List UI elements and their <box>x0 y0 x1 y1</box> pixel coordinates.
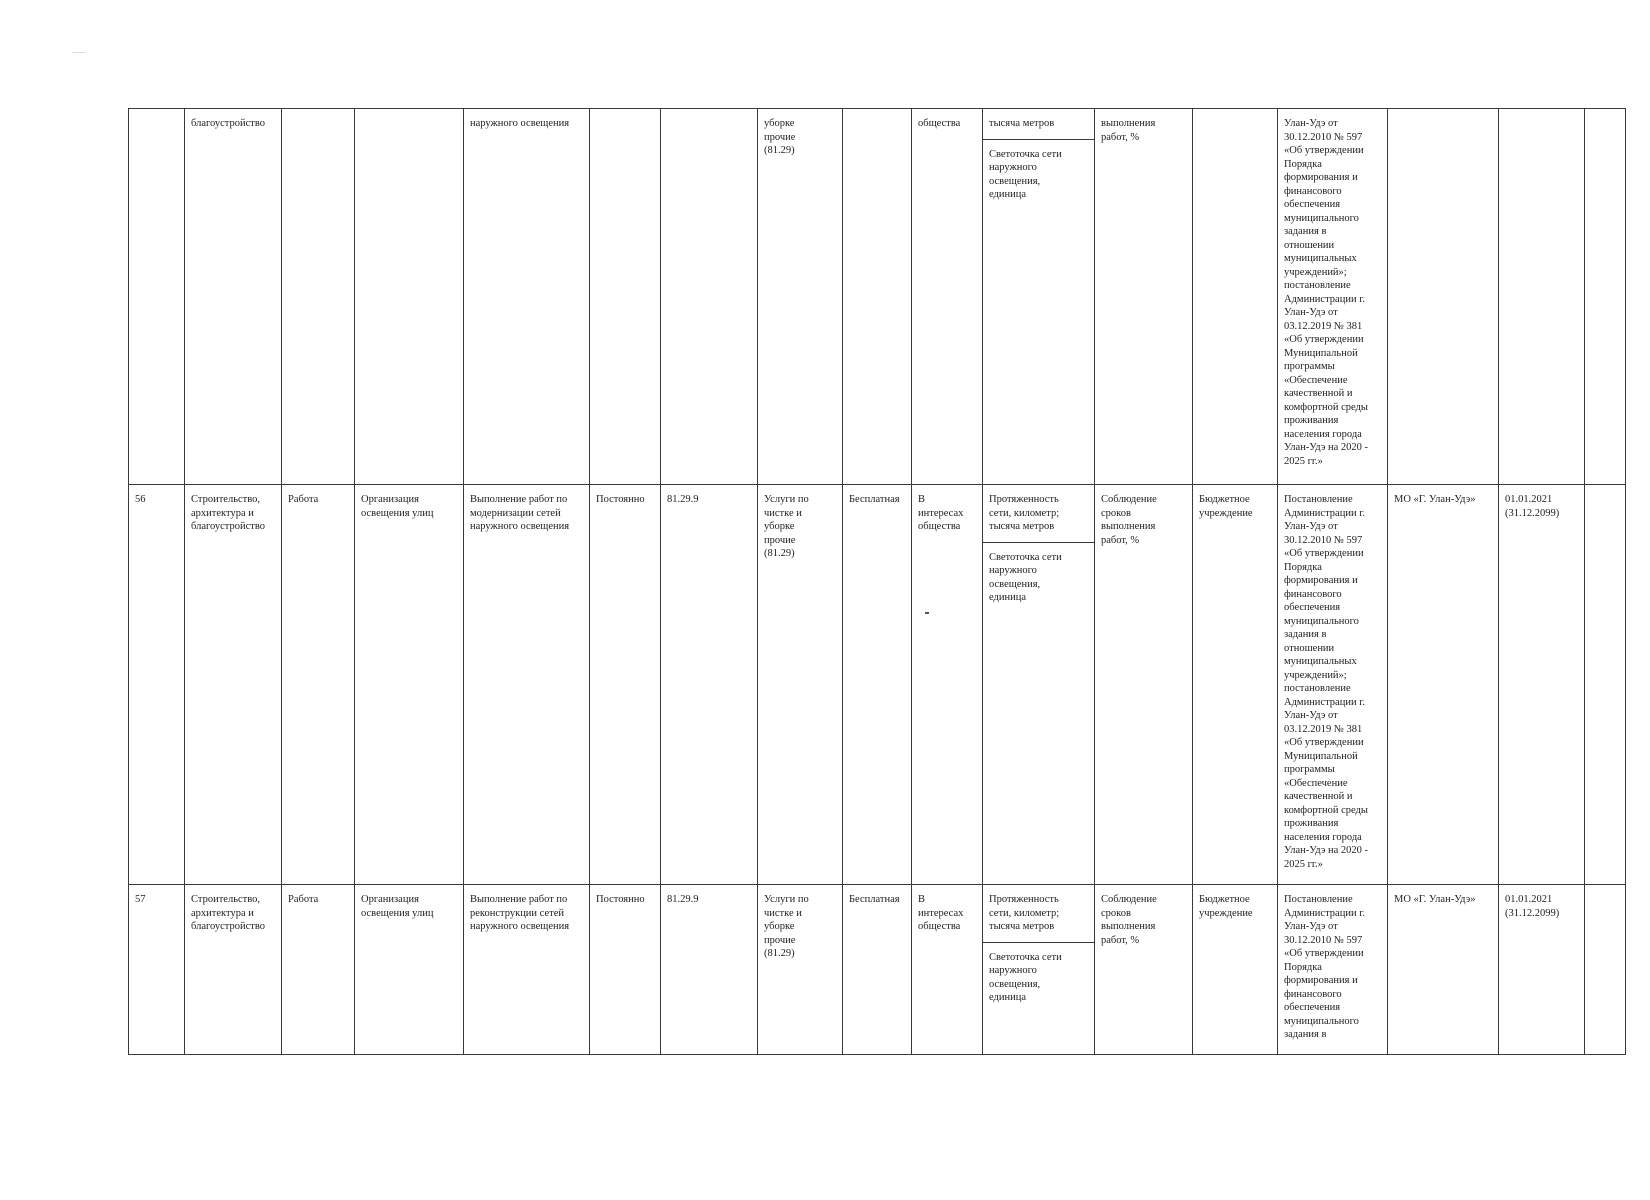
cell-quality: выполнения работ, % <box>1095 109 1193 485</box>
cell-num <box>129 109 185 485</box>
cell-num: 56 <box>129 485 185 885</box>
cell-type: Работа <box>282 485 355 885</box>
cell-sphere: Строительство, архитектура и благоустройство <box>185 485 282 885</box>
cell-dates <box>1499 109 1585 485</box>
cell-extra <box>1585 109 1626 485</box>
cell-content: наружного освещения <box>464 109 590 485</box>
cell-type: Работа <box>282 885 355 1055</box>
cell-sphere: благоустройство <box>185 109 282 485</box>
cell-name: Организация освещения улиц <box>355 885 464 1055</box>
cell-institution: Бюджетное учреждение <box>1193 885 1278 1055</box>
cell-founder: МО «Г. Улан-Удэ» <box>1388 485 1499 885</box>
scan-mark <box>925 612 929 614</box>
cell-period: Постоянно <box>590 485 661 885</box>
cell-okpd: уборке прочие (81.29) <box>758 109 843 485</box>
table-row <box>129 109 1626 485</box>
cell-institution <box>1193 109 1278 485</box>
scan-speck <box>72 52 86 53</box>
cell-consumers: общества <box>912 109 983 485</box>
indicator-light: Светоточка сети наружного освещения, единица <box>989 148 1062 200</box>
indicator-volume: тысяча метров <box>983 109 1094 140</box>
table-row <box>129 885 1626 1055</box>
cell-okpd: Услуги по чистке и уборке прочие (81.29) <box>758 885 843 1055</box>
cell-type <box>282 109 355 485</box>
cell-sphere: Строительство, архитектура и благоустройство <box>185 885 282 1055</box>
cell-okved: 81.29.9 <box>661 885 758 1055</box>
cell-indicators <box>983 485 1095 885</box>
indicator-volume: Протяженность сети, километр; тысяча метров <box>983 885 1094 943</box>
cell-quality: Соблюдение сроков выполнения работ, % <box>1095 485 1193 885</box>
registry-table <box>128 108 1626 1055</box>
indicator-light: Светоточка сети наружного освещения, единица <box>989 551 1062 603</box>
cell-period <box>590 109 661 485</box>
cell-founder <box>1388 109 1499 485</box>
cell-pay: Бесплатная <box>843 485 912 885</box>
table-row <box>129 485 1626 885</box>
cell-okved: 81.29.9 <box>661 485 758 885</box>
cell-docs: Постановление Администрации г. Улан-Удэ от 30.12.2010 № 597 «Об утверждении Порядка формирования и финансового обеспечения муниципального задания в отношении муниципальных учреждений»; постановление Администрации г. Улан-Удэ от 03.12.2019 № 381 «Об утверждении Муниципальной программы «Обеспечение качественной и комфортной среды проживания населения города Улан-Удэ на 2020 - 2025 гг.» <box>1278 485 1388 885</box>
cell-extra <box>1585 885 1626 1055</box>
cell-quality: Соблюдение сроков выполнения работ, % <box>1095 885 1193 1055</box>
cell-okved <box>661 109 758 485</box>
cell-pay: Бесплатная <box>843 885 912 1055</box>
indicator-light: Светоточка сети наружного освещения, единица <box>989 951 1062 1003</box>
cell-name <box>355 109 464 485</box>
cell-indicators <box>983 109 1095 485</box>
cell-period: Постоянно <box>590 885 661 1055</box>
cell-indicators <box>983 885 1095 1055</box>
cell-content: Выполнение работ по реконструкции сетей наружного освещения <box>464 885 590 1055</box>
cell-pay <box>843 109 912 485</box>
indicator-volume: Протяженность сети, километр; тысяча метров <box>983 485 1094 543</box>
cell-dates: 01.01.2021 (31.12.2099) <box>1499 885 1585 1055</box>
cell-num: 57 <box>129 885 185 1055</box>
cell-docs: Постановление Администрации г. Улан-Удэ от 30.12.2010 № 597 «Об утверждении Порядка формирования и финансового обеспечения муниципального задания в <box>1278 885 1388 1055</box>
cell-institution: Бюджетное учреждение <box>1193 485 1278 885</box>
cell-consumers: В интересах общества <box>912 885 983 1055</box>
cell-okpd: Услуги по чистке и уборке прочие (81.29) <box>758 485 843 885</box>
cell-founder: МО «Г. Улан-Удэ» <box>1388 885 1499 1055</box>
cell-extra <box>1585 485 1626 885</box>
cell-name: Организация освещения улиц <box>355 485 464 885</box>
cell-consumers: В интересах общества <box>912 485 983 885</box>
cell-content: Выполнение работ по модернизации сетей наружного освещения <box>464 485 590 885</box>
cell-dates: 01.01.2021 (31.12.2099) <box>1499 485 1585 885</box>
cell-docs: Улан-Удэ от 30.12.2010 № 597 «Об утверждении Порядка формирования и финансового обеспечения муниципального задания в отношении муниципальных учреждений»; постановление Администрации г. Улан-Удэ от 03.12.2019 № 381 «Об утверждении Муниципальной программы «Обеспечение качественной и комфортной среды проживания населения города Улан-Удэ на 2020 - 2025 гг.» <box>1278 109 1388 485</box>
